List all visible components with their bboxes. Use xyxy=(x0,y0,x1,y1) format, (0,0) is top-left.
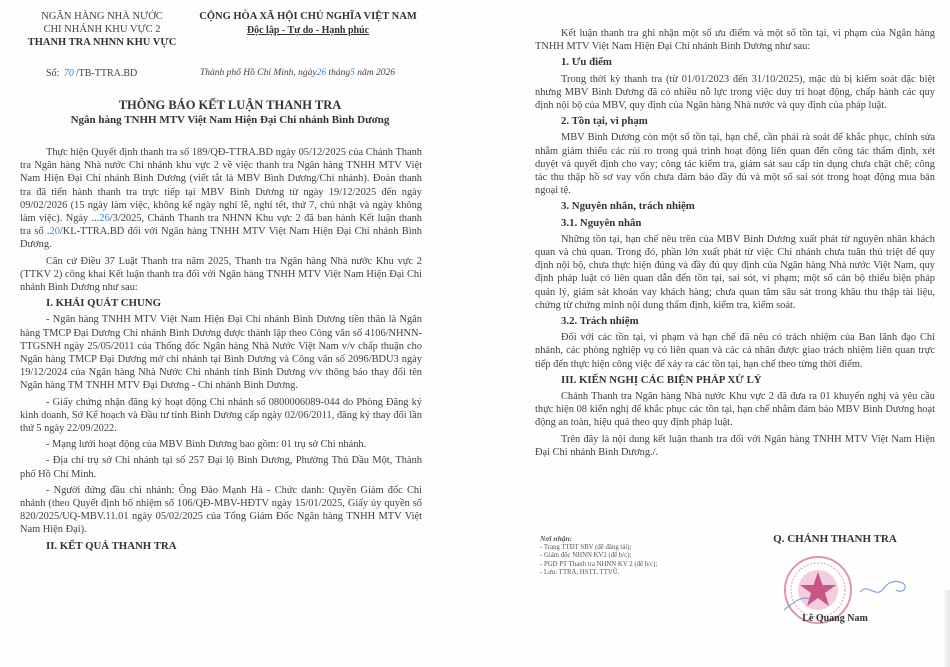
page-edge-shadow xyxy=(942,590,950,667)
left-column-body xyxy=(20,146,422,556)
agency-line-2: CHI NHÁNH KHU VỰC 2 xyxy=(43,24,161,35)
right-column-body xyxy=(535,27,935,462)
closing-paragraph: Trên đây là nội dung kết luận thanh tra đối với Ngân hàng TNHH MTV Việt Nam Hiện Đại Chi nhánh Bình Dương./. xyxy=(535,433,935,458)
agency-line-1: NGÂN HÀNG NHÀ NƯỚC xyxy=(41,11,163,22)
responsibility-paragraph: Đối với các tồn tại, vi phạm và hạn chế đã nêu có trách nhiệm của Ban lãnh đạo Chi nhánh, các phòng nghiệp vụ có liên quan và các cá nhân được giao trách nhiệm liên quan trực tiếp đến thực hiện công việc để xảy ra các tồn tại, hạn chế theo từng thời điểm. xyxy=(535,332,935,370)
national-motto: Độc lập - Tự do - Hạnh phúc xyxy=(246,25,370,36)
document-number: Số: 70 /TB-TTRA.BD xyxy=(46,68,138,79)
agency-line-3: THANH TRA NHNN KHU VỰC xyxy=(27,37,177,48)
recipients-label: Nơi nhận: xyxy=(540,534,573,543)
handwritten-number: 70 xyxy=(63,68,74,79)
section-2-heading: II. KẾT QUẢ THANH TRA xyxy=(46,539,177,552)
title-main: THÔNG BÁO KẾT LUẬN THANH TRA xyxy=(118,98,342,112)
overview-item: - Người đứng đầu chi nhánh: Ông Đào Mạnh Hà - Chức danh: Quyền Giám đốc Chi nhánh (theo Quyết định bổ nhiệm số 106/QĐ-MBV-HĐTV ngày 15/01/2025, Giấy ủy quyền số 820/2025/UQ-MBV.11.01 ngày 05/02/2025 của Tổng Giám Đốc Ngân hàng TNHH MTV Việt Nam Hiện Đại). xyxy=(20,484,422,536)
overview-item: - Ngân hàng TNHH MTV Việt Nam Hiện Đại Chi nhánh Bình Dương tiền thân là Ngân hàng TMCP Đại Dương Chi nhánh Bình Dương được thành lập theo Công văn số 4106/NHNN-TTGSNH ngày 25/05/2011 của Thống đốc Ngân hàng Nhà Nước Việt Nam v/v chấp thuận cho Ngân hàng TMCP Đại Dương mở chi nhánh tại Bình Dương và Công văn số 2096/BDU3 ngày 19/12/2024 của Ngân hàng Nhà Nước Chi nhánh tỉnh Bình Dương v/v thông báo thay đổi tên Ngân hàng TM TNHH MTV Đại Dương - Chi nhánh Bình Dương. xyxy=(20,314,422,392)
signer-title: Q. CHÁNH THANH TRA xyxy=(773,533,897,545)
recipient-item: - Giám đốc NHNN KV2 (để b/c); xyxy=(540,552,632,560)
violations-paragraph: MBV Bình Dương còn một số tồn tại, hạn chế, cần phải rà soát để khắc phục, chỉnh sửa nhằm giảm thiểu các rủi ro trong quá trình hoạt động liên quan đến công tác thẩm định, xét duyệt và quyết định cho vay; công tác kiểm tra, giám sát sau cấp tín dụng chưa chặt chẽ; công tác thu thập hồ sơ vay vốn chưa đảm bảo đầy đủ và một số sai sót trong hoạt động mua bán ngoại tệ. xyxy=(535,132,935,197)
legal-basis-paragraph: Căn cứ Điều 37 Luật Thanh tra năm 2025, Thanh tra Ngân hàng Nhà nước Khu vực 2 (TTKV 2) công khai Kết luận thanh tra đối với Ngân hàng TNHH MTV Việt Nam Hiện Đại Chi nhánh Bình Dương như sau: xyxy=(20,255,422,294)
issuing-agency xyxy=(22,10,182,49)
recommendations-paragraph: Chánh Thanh tra Ngân hàng Nhà nước Khu vực 2 đã đưa ra 01 khuyến nghị và yêu cầu thực hiện 08 kiến nghị để khắc phục các tồn tại, hạn chế nhằm đảm bảo MBV Bình Dương hoạt động an toàn, hiệu quả theo quy định pháp luật. xyxy=(535,391,935,429)
signature-block xyxy=(760,533,910,624)
causes-paragraph: Những tồn tại, hạn chế nêu trên của MBV Bình Dương xuất phát từ nguyên nhân khách quan và chủ quan. Trong đó, phần lớn xuất phát từ việc Chi nhánh chưa tuân thủ triệt để quy định nội bộ, chưa thực hiện đúng và đầy đủ quy định của Ngân hàng Nhà nước Việt Nam, quy định pháp luật có liên quan dẫn đến tồn tại, sai sót, vi phạm; một số cán bộ thiếu biện pháp quản lý, giám sát khoản vay khách hàng; chưa quan tâm sâu sát trong khâu thu thập tài liệu, chứng từ chứng minh nội dung thẩm định, kiểm tra, kiểm soát. xyxy=(535,233,935,311)
title-subtitle: Ngân hàng TNHH MTV Việt Nam Hiện Đại Chi nhánh Bình Dương xyxy=(70,114,390,126)
overview-item: - Địa chỉ trụ sở Chi nhánh tại số 257 Đại lộ Bình Dương, Phường Thủ Dầu Một, Thành phố Hồ Chí Minh. xyxy=(20,455,422,480)
document-title xyxy=(20,97,440,128)
section-3-heading: III. KIẾN NGHỊ CÁC BIỆN PHÁP XỬ LÝ xyxy=(561,373,762,386)
intro-paragraph: Thực hiện Quyết định thanh tra số 189/QĐ-TTRA.BD ngày 05/12/2025 của Chánh Thanh tra Ngân hàng Nhà nước Chi nhánh khu vực 2 về việc thanh tra Ngân hàng TNHH MTV Việt Nam Hiện Đại Chi nhánh Bình Dương (viết tắt là MBV Bình Dương/Chi nhánh). Đoàn thanh tra đã tiến hành thanh tra trực tiếp tại MBV Bình Dương từ ngày 19/12/2025 đến ngày 09/02/2026 (15 ngày làm việc, không kể ngày nghỉ lễ, nghỉ tết, thứ 7, chủ nhật và ngày không làm việc). Ngày ...26/3/2025, Chánh Thanh tra NHNN Khu vực 2 đã ban hành Kết luận thanh tra số .20/KL-TTRA.BD đối với Ngân hàng TNHH MTV Việt Nam Hiện Đại Chi nhánh Bình Dương. xyxy=(20,147,422,251)
overview-item: - Mạng lưới hoạt động của MBV Bình Dương bao gồm: 01 trụ sở Chi nhánh. xyxy=(46,439,367,451)
overview-item: - Giấy chứng nhận đăng ký hoạt động Chi nhánh số 0800006089-044 do Phòng Đăng ký kinh doanh, Sở Kế hoạch và Đầu tư tỉnh Bình Dương cấp ngày 02/06/2011, đăng ký thay đổi lần thứ 5 ngày 22/09/2022. xyxy=(20,396,422,435)
recipient-item: - PGĐ PT Thanh tra NHNN KV 2 (để b/c); xyxy=(540,560,658,568)
handwritten-month: 5 xyxy=(350,68,355,78)
nation-title: CỘNG HÒA XÃ HỘI CHỦ NGHĨA VIỆT NAM xyxy=(199,11,417,22)
recipient-item: - Lưu: TTRA, HSTT, TTVŨ. xyxy=(540,569,620,577)
heading-violations: 2. Tồn tại, vi phạm xyxy=(561,115,648,128)
recipient-item: - Trang TTĐT SBV (để đăng tải); xyxy=(540,543,632,551)
heading-causes: 3.1. Nguyên nhân xyxy=(561,216,642,229)
heading-responsibility: 3.2. Trách nhiệm xyxy=(561,315,639,328)
findings-intro: Kết luận thanh tra ghi nhận một số ưu điểm và một số tồn tại, vi phạm của Ngân hàng TNHH MTV Việt Nam Hiện Đại Chi nhánh Bình Dương như sau: xyxy=(535,28,935,53)
signer-name: Lê Quang Nam xyxy=(802,613,868,624)
strengths-paragraph: Trong thời kỳ thanh tra (từ 01/01/2023 đến 31/10/2025), mặc dù bị kiểm soát đặc biệt nhưng MBV Bình Dương đã có nhiều nỗ lực trong việc duy trì hoạt động, chấp hành các quy định nội bộ của MBV, quy định của Ngân hàng Nhà nước và quy định của pháp luật. xyxy=(535,73,935,112)
handwritten-day: 26 xyxy=(316,68,327,78)
recipients-list xyxy=(540,535,730,578)
heading-causes-responsibility: 3. Nguyên nhân, trách nhiệm xyxy=(561,200,695,213)
section-1-heading: I. KHÁI QUÁT CHUNG xyxy=(46,297,161,310)
national-header xyxy=(188,10,428,38)
heading-strengths: 1. Ưu điểm xyxy=(561,56,612,69)
place-and-date: Thành phố Hồ Chí Minh, ngày26 tháng5 năm 2026 xyxy=(200,68,396,78)
